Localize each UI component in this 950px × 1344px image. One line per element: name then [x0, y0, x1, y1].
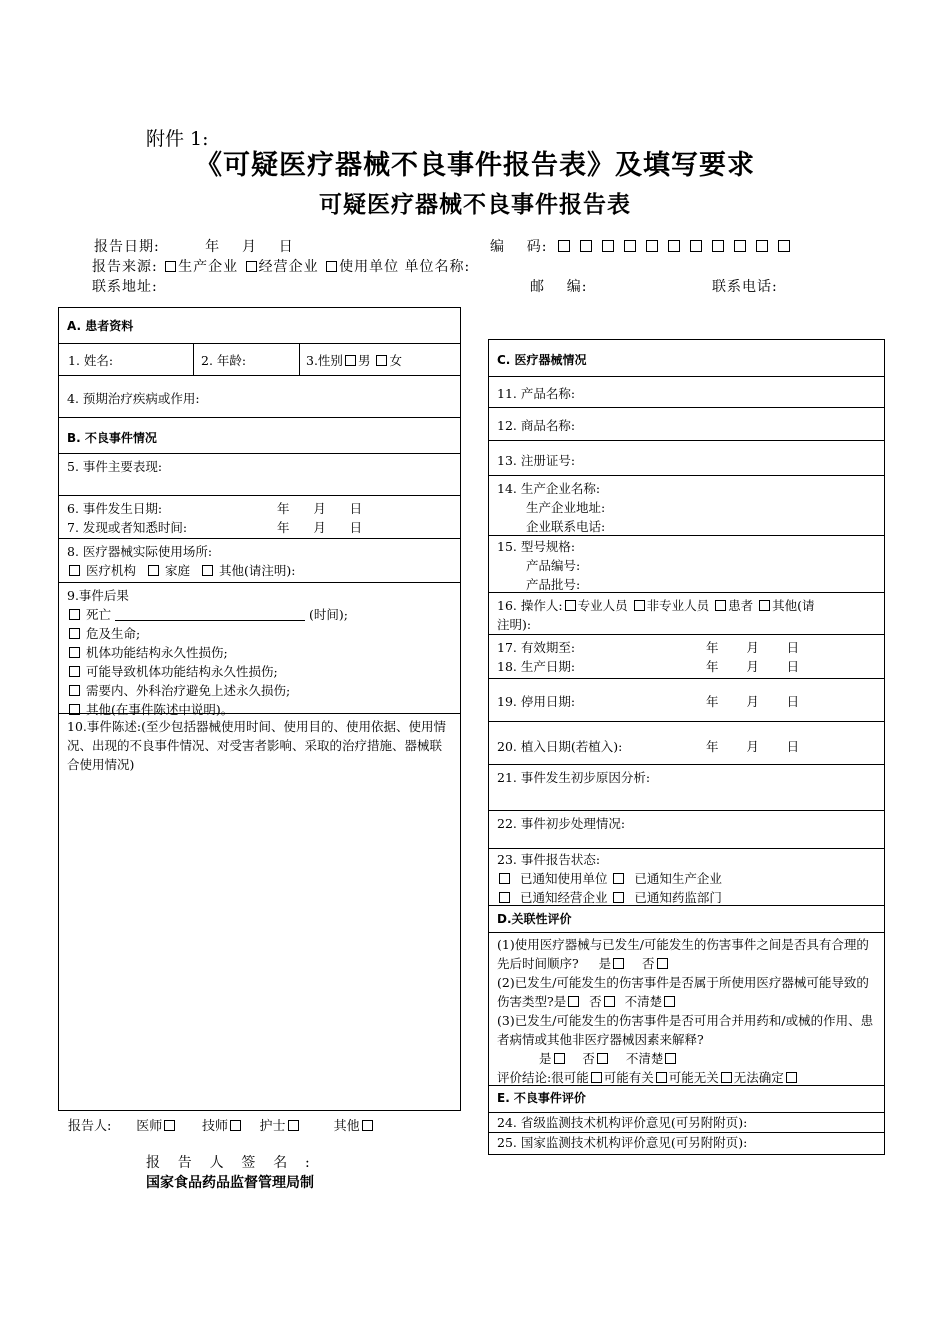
report-date-field[interactable]: [94, 236, 294, 256]
stop-date-label: 19. 停用日期:: [497, 694, 576, 709]
document-title: 《可疑医疗器械不良事件报告表》及填写要求: [195, 150, 755, 181]
mfr-addr-field[interactable]: 生产企业地址:: [526, 500, 606, 515]
code-box[interactable]: [624, 240, 636, 252]
code-box[interactable]: [690, 240, 702, 252]
left-form-table: [58, 307, 461, 1111]
code-box[interactable]: [580, 240, 592, 252]
attachment-label: 附件 1:: [146, 128, 209, 150]
op-other-label: 其他(请: [772, 598, 815, 613]
place-inst-label: 医疗机构: [85, 563, 136, 578]
other-outcome-label: 其他(在事件陈述中说明)。: [85, 702, 234, 717]
nurse-checkbox[interactable]: [288, 1120, 299, 1131]
code-box[interactable]: [668, 240, 680, 252]
unit-name-label: 单位名称:: [404, 259, 471, 275]
manufacturer-row: [489, 475, 884, 535]
q1-no-label: 否: [642, 956, 655, 971]
op-note-label: 注明):: [497, 617, 532, 632]
st-mfr-checkbox[interactable]: [613, 873, 624, 884]
bureau-label: 国家食品药品监督管理局制: [146, 1175, 314, 1191]
female-label: 女: [389, 353, 402, 368]
section-b-title: B. 不良事件情况: [59, 417, 460, 453]
q2-yes-checkbox[interactable]: [568, 996, 579, 1007]
trade-name-field[interactable]: 12. 商品名称:: [489, 407, 884, 440]
place-home-label: 家庭: [164, 563, 190, 578]
operator-row: [489, 592, 884, 634]
place-row: [59, 538, 460, 582]
c4-checkbox[interactable]: [786, 1072, 797, 1083]
q1-no-checkbox[interactable]: [657, 958, 668, 969]
expiry-row: [489, 634, 884, 678]
outcome-label: 9.事件后果: [67, 588, 129, 603]
q3-yes-label: 是: [539, 1051, 552, 1066]
aware-date-label: 7. 发现或者知悉时间:: [67, 520, 188, 535]
status-row: [489, 848, 884, 905]
cause-field[interactable]: 21. 事件发生初步原因分析:: [489, 764, 884, 810]
male-checkbox[interactable]: [345, 355, 356, 366]
section-a-title: A. 患者资料: [67, 319, 134, 333]
reporter-row: [68, 1115, 375, 1134]
death-time-line[interactable]: [115, 608, 305, 621]
report-source-field: [92, 256, 470, 276]
q1-text: (1)使用医疗器械与已发生/可能发生的伤害事件之间是否具有合理的先后时间顺序?: [497, 937, 869, 971]
op-other-checkbox[interactable]: [759, 600, 770, 611]
st-user-label: 已通知使用单位: [519, 871, 608, 886]
q3-unclear-checkbox[interactable]: [665, 1053, 676, 1064]
model-row: [489, 535, 884, 592]
q3-unclear-label: 不清楚: [625, 1051, 664, 1066]
narrative-field[interactable]: 10.事件陈述:(至少包括器械使用时间、使用目的、使用依据、使用情况、出现的不良事件情况、对受害者影响、采取的治疗措施、器械联合使用情况): [59, 713, 460, 1110]
reporter-label: 报告人:: [68, 1119, 112, 1134]
op-nonpro-checkbox[interactable]: [634, 600, 645, 611]
doctor-label: 医师: [136, 1119, 163, 1134]
q1-yes-label: 是: [598, 956, 612, 971]
nurse-label: 护士: [259, 1119, 286, 1134]
q3-no-checkbox[interactable]: [597, 1053, 608, 1064]
sex-field: [306, 351, 402, 370]
q2-text: (2)已发生/可能发生的伤害事件是否属于所使用医疗器械可能导致的伤害类型?: [497, 975, 869, 1009]
st-fda-label: 已通知药监部门: [634, 890, 722, 905]
life-label: 危及生命;: [85, 626, 141, 641]
death-checkbox[interactable]: [69, 609, 80, 620]
section-d-title: D.关联性评价: [489, 905, 884, 932]
code-box[interactable]: [734, 240, 746, 252]
patient-row: [59, 343, 460, 375]
report-source-label: 报告来源:: [92, 259, 158, 275]
occur-date-field[interactable]: [67, 499, 452, 518]
q2-yes-label: 是: [553, 994, 567, 1009]
occur-date-label: 6. 事件发生日期:: [67, 501, 163, 516]
form-title: 可疑医疗器械不良事件报告表: [319, 191, 631, 218]
disease-field[interactable]: 4. 预期治疗疾病或作用:: [59, 375, 460, 417]
code-box[interactable]: [646, 240, 658, 252]
op-pro-label: 专业人员: [577, 598, 628, 613]
q3-yes-checkbox[interactable]: [554, 1053, 565, 1064]
phone-label: 联系电话:: [712, 279, 778, 295]
expiry-ymd: 年 月 日: [706, 640, 800, 655]
code-box[interactable]: [778, 240, 790, 252]
code-box[interactable]: [602, 240, 614, 252]
mfg-date-field[interactable]: [497, 657, 876, 676]
product-name-field[interactable]: 11. 产品名称:: [489, 376, 884, 407]
source-mfr-checkbox[interactable]: [165, 261, 176, 272]
doctor-checkbox[interactable]: [164, 1120, 175, 1131]
source-user-label: 使用单位: [339, 259, 400, 275]
place-other-label: 其他(请注明):: [218, 563, 296, 578]
expiry-field[interactable]: [497, 638, 876, 657]
national-eval-field[interactable]: 25. 国家监测技术机构评价意见(可另附附页):: [489, 1132, 884, 1154]
provincial-eval-field[interactable]: 24. 省级监测技术机构评价意见(可另附附页):: [489, 1112, 884, 1132]
c1-label: 很可能: [551, 1070, 589, 1085]
address-label: 联系地址:: [92, 279, 158, 295]
report-date-label: 报告日期:: [94, 239, 160, 255]
c1-checkbox[interactable]: [591, 1072, 602, 1083]
st-dealer-checkbox[interactable]: [499, 892, 510, 903]
code-box[interactable]: [756, 240, 768, 252]
c3-label: 可能无关: [668, 1070, 719, 1085]
op-patient-checkbox[interactable]: [715, 600, 726, 611]
source-mfr-label: 生产企业: [178, 259, 239, 275]
report-date-ymd: 年 月 日: [205, 239, 294, 255]
st-user-checkbox[interactable]: [499, 873, 510, 884]
occur-date-ymd: 年 月 日: [277, 501, 363, 516]
product-no-field[interactable]: 产品编号:: [526, 558, 581, 573]
relevance-row: [489, 932, 884, 1085]
death-time-note: (时间);: [309, 607, 348, 622]
operator-label: 16. 操作人:: [497, 598, 563, 613]
other-label: 其他: [333, 1119, 360, 1134]
aware-date-ymd: 年 月 日: [277, 520, 363, 535]
aware-date-field[interactable]: [67, 518, 452, 537]
perm-damage-checkbox[interactable]: [69, 647, 80, 658]
op-patient-label: 患者: [728, 598, 754, 613]
age-field[interactable]: 2. 年龄:: [201, 353, 247, 368]
section-e-title: E. 不良事件评价: [489, 1085, 884, 1112]
st-mfr-label: 已通知生产企业: [634, 871, 722, 886]
mfr-phone-field[interactable]: 企业联系电话:: [526, 519, 606, 534]
section-c-title: C. 医疗器械情况: [497, 353, 587, 367]
intervention-checkbox[interactable]: [69, 685, 80, 696]
right-form-table: [488, 339, 885, 1155]
tech-label: 技师: [202, 1119, 229, 1134]
place-home-checkbox[interactable]: [148, 565, 159, 576]
q3-text: (3)已发生/可能发生的伤害事件是否可用合并用药和/或械的作用、患者病情或其他非医疗器械因素来解释?: [497, 1013, 874, 1047]
male-label: 男: [357, 353, 371, 368]
place-inst-checkbox[interactable]: [69, 565, 80, 576]
postcode-label: 邮 编:: [530, 279, 588, 295]
female-checkbox[interactable]: [376, 355, 387, 366]
model-field[interactable]: 15. 型号规格:: [497, 539, 576, 554]
c4-label: 无法确定: [733, 1070, 784, 1085]
q1-yes-checkbox[interactable]: [613, 958, 624, 969]
source-dealer-checkbox[interactable]: [246, 261, 257, 272]
stop-date-field[interactable]: [489, 678, 884, 721]
name-field[interactable]: 1. 姓名:: [68, 353, 114, 368]
outcome-row: [59, 582, 460, 717]
q3-no-label: 否: [582, 1051, 595, 1066]
manifest-field[interactable]: 5. 事件主要表现:: [59, 453, 460, 495]
batch-no-field[interactable]: 产品批号:: [526, 577, 581, 592]
c2-label: 可能有关: [603, 1070, 654, 1085]
dates-row: [59, 495, 460, 538]
sex-label: 3.性别: [306, 353, 343, 368]
implant-date-ymd: 年 月 日: [706, 739, 800, 754]
source-user-checkbox[interactable]: [326, 261, 337, 272]
q2-unclear-checkbox[interactable]: [664, 996, 675, 1007]
op-nonpro-label: 非专业人员: [646, 598, 710, 613]
source-dealer-label: 经营企业: [258, 259, 319, 275]
st-dealer-label: 已通知经营企业: [519, 890, 608, 905]
life-checkbox[interactable]: [69, 628, 80, 639]
place-other-checkbox[interactable]: [202, 565, 213, 576]
possible-damage-checkbox[interactable]: [69, 666, 80, 677]
op-pro-checkbox[interactable]: [565, 600, 576, 611]
expiry-label: 17. 有效期至:: [497, 640, 576, 655]
mfg-date-label: 18. 生产日期:: [497, 659, 576, 674]
st-fda-checkbox[interactable]: [613, 892, 624, 903]
perm-damage-label: 机体功能结构永久性损伤;: [85, 645, 228, 660]
q2-no-label: 否: [589, 994, 602, 1009]
signature-field[interactable]: 报 告 人 签 名 :: [146, 1155, 310, 1171]
implant-date-field[interactable]: [489, 721, 884, 764]
c3-checkbox[interactable]: [721, 1072, 732, 1083]
place-label: 8. 医疗器械实际使用场所:: [67, 544, 213, 559]
implant-date-label: 20. 植入日期(若植入):: [497, 739, 623, 754]
stop-date-ymd: 年 月 日: [706, 694, 800, 709]
status-label: 23. 事件报告状态:: [497, 852, 601, 867]
q2-unclear-label: 不清楚: [624, 994, 663, 1009]
q2-no-checkbox[interactable]: [604, 996, 615, 1007]
intervention-label: 需要内、外科治疗避免上述永久损伤;: [85, 683, 291, 698]
handling-field[interactable]: 22. 事件初步处理情况:: [489, 810, 884, 848]
possible-damage-label: 可能导致机体功能结构永久性损伤;: [85, 664, 278, 679]
code-box[interactable]: [558, 240, 570, 252]
reg-no-field[interactable]: 13. 注册证号:: [489, 440, 884, 475]
other-checkbox[interactable]: [362, 1120, 373, 1131]
c2-checkbox[interactable]: [656, 1072, 667, 1083]
code-box[interactable]: [712, 240, 724, 252]
mfg-date-ymd: 年 月 日: [706, 659, 800, 674]
code-field[interactable]: [490, 236, 795, 256]
code-label: 编 码:: [490, 239, 548, 255]
mfr-name-field[interactable]: 14. 生产企业名称:: [497, 481, 601, 496]
conclusion-label: 评价结论:: [497, 1070, 552, 1085]
death-label: 死亡: [85, 607, 111, 622]
tech-checkbox[interactable]: [230, 1120, 241, 1131]
